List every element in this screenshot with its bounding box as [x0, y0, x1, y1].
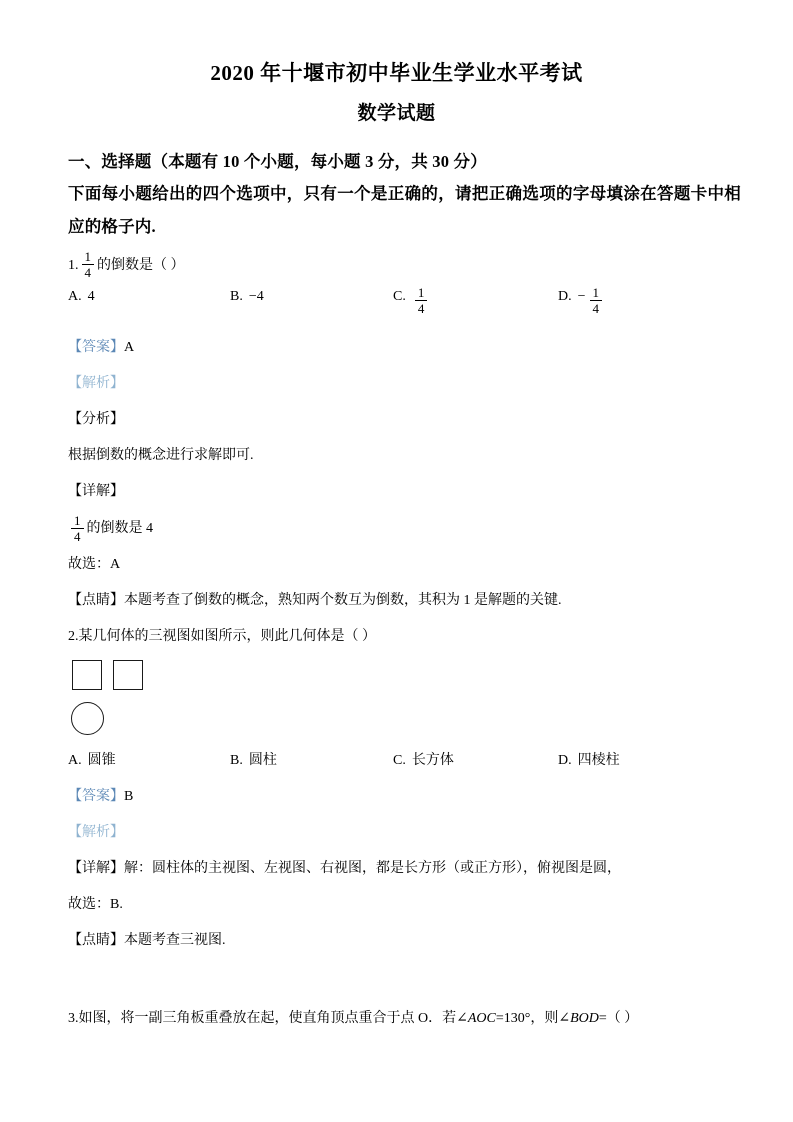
question-1-detail-line [68, 507, 741, 545]
fraction-denominator: 4 [84, 265, 91, 281]
question-2-options [68, 750, 741, 776]
question-3-angle-bod-eq: = [598, 1011, 607, 1026]
spacer [68, 956, 741, 998]
option-2-a[interactable] [68, 750, 116, 772]
page-title: 2020 年十堰市初中毕业生学业水平考试 [210, 61, 583, 85]
analysis-label: 【解析】 [68, 825, 124, 840]
option-1-a[interactable] [68, 287, 95, 307]
front-view-square-icon [72, 660, 102, 690]
question-2-xiangjie-text: 解：圆柱体的主视图、左视图、右视图，都是长方形（或正方形），俯视图是圆， [124, 861, 621, 876]
question-3-angle-aoc: ∠AOC [456, 1011, 496, 1026]
question-1-conclusion: 故选：A [68, 557, 121, 572]
question-3-number: 3. [68, 1011, 79, 1026]
question-1-answer-line [68, 327, 741, 363]
question-3-stem [68, 998, 741, 1034]
option-1-d[interactable] [558, 284, 605, 317]
answer-label: 【答案】 [68, 339, 124, 355]
question-3-stem-part1: 如图，将一副三角板重叠放在起，使直角顶点重合于点 O．若 [78, 1011, 457, 1026]
option-text: 圆柱 [248, 753, 277, 768]
option-letter: B. [230, 288, 243, 304]
option-fraction [590, 286, 603, 316]
dianjing-label: 【点睛】 [68, 593, 124, 608]
option-fraction [415, 286, 428, 316]
fraction-numerator: 1 [71, 514, 84, 529]
question-2-number: 2. [68, 629, 79, 644]
option-letter: A. [68, 288, 82, 304]
answer-label: 【答案】 [68, 789, 124, 804]
option-text: 四棱柱 [577, 753, 620, 768]
question-2-answer-value: B [124, 789, 134, 804]
option-text: 长方体 [411, 753, 454, 768]
question-2-analysis-label-line [68, 812, 741, 848]
analysis-label: 【解析】 [68, 375, 124, 391]
xiangjie-label: 【详解】 [68, 483, 124, 499]
question-2-xiangjie-line [68, 848, 741, 884]
fraction-numerator: 1 [590, 286, 603, 301]
question-3-angle-aoc-value: =130° [495, 1011, 531, 1026]
option-text: −4 [248, 288, 264, 304]
option-2-c[interactable] [393, 750, 454, 772]
question-1-stem-fraction [82, 250, 95, 280]
question-1-number: 1. [68, 257, 79, 273]
question-3-stem-part3: （ ） [606, 1011, 639, 1026]
question-1-stem [68, 243, 741, 281]
option-text: 圆锥 [87, 753, 116, 768]
question-1-fenxi-label-line [68, 399, 741, 435]
option-letter: A. [68, 753, 82, 768]
question-2-answer-line [68, 776, 741, 812]
fraction-numerator: 1 [82, 250, 95, 265]
option-letter: D. [558, 288, 572, 304]
section-heading: 一、选择题（本题有 10 个小题，每小题 3 分，共 30 分） [68, 152, 487, 171]
question-2-dianjing-text: 本题考查三视图. [124, 933, 226, 948]
option-1-c[interactable] [393, 284, 430, 317]
question-2-dianjing-line [68, 920, 741, 956]
fraction-denominator: 4 [417, 300, 425, 316]
option-text: 4 [87, 288, 95, 304]
question-1-analysis-label-line [68, 363, 741, 399]
option-1-b[interactable] [230, 287, 264, 307]
option-letter: D. [558, 753, 572, 768]
fraction-numerator: 1 [415, 286, 428, 301]
question-1-fenxi-text: 根据倒数的概念进行求解即可. [68, 447, 254, 463]
question-1-stem-text: 的倒数是（ ） [97, 257, 185, 273]
option-letter: C. [393, 288, 406, 304]
option-2-d[interactable] [558, 750, 620, 772]
question-1-dianjing-text: 本题考查了倒数的概念，熟知两个数互为倒数，其积为 1 是解题的关键. [124, 593, 562, 608]
xiangjie-label: 【详解】 [68, 861, 124, 876]
section-instruction: 下面每小题给出的四个选项中，只有一个是正确的，请把正确选项的字母填涂在答题卡中相应的格子内. [68, 184, 741, 236]
question-3-stem-part2: ，则 [530, 1011, 559, 1026]
question-1-dianjing-line [68, 580, 741, 616]
dianjing-label: 【点睛】 [68, 933, 124, 948]
fenxi-label: 【分析】 [68, 411, 124, 427]
question-2-stem [68, 616, 741, 652]
side-view-square-icon [113, 660, 143, 690]
question-3-angle-bod: ∠BOD [558, 1011, 599, 1026]
question-2-conclusion: 故选：B. [68, 897, 123, 912]
question-2-figure [72, 658, 741, 744]
fraction-denominator: 4 [74, 528, 81, 544]
option-letter: C. [393, 753, 406, 768]
option-letter: B. [230, 753, 243, 768]
option-negative-sign: − [577, 288, 586, 304]
fraction-denominator: 4 [592, 300, 600, 316]
top-view-circle-icon [71, 702, 104, 735]
question-1-options [68, 284, 741, 327]
page-subtitle: 数学试题 [357, 103, 436, 124]
detail-text: 的倒数是 4 [86, 521, 153, 537]
detail-fraction [71, 514, 84, 544]
question-2-stem-text: 某几何体的三视图如图所示，则此几何体是（ ） [78, 629, 376, 644]
question-1-answer-value: A [124, 339, 135, 355]
document-body [0, 146, 793, 1034]
option-2-b[interactable] [230, 750, 277, 772]
question-1-xiangjie-label-line [68, 471, 741, 507]
